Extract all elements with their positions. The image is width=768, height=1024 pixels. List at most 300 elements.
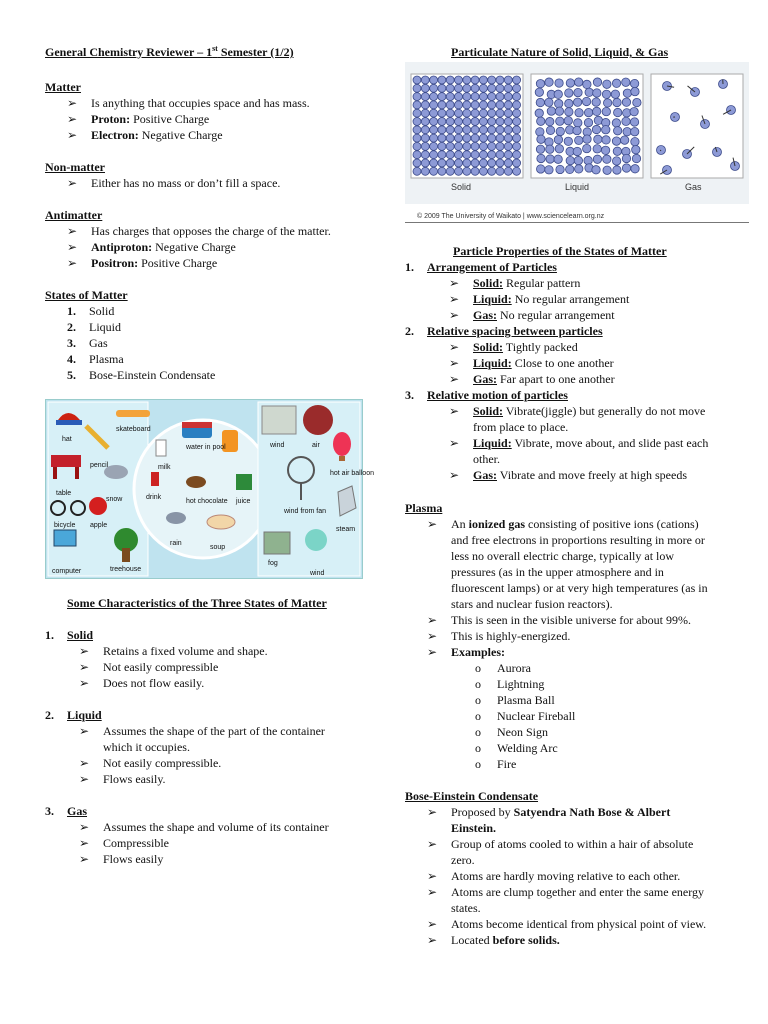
particle bbox=[430, 93, 438, 101]
particle bbox=[513, 134, 521, 142]
arrow-bullet-icon: ➢ bbox=[449, 372, 460, 386]
particle bbox=[438, 76, 446, 84]
states-of-matter-illustration bbox=[45, 399, 374, 579]
particle bbox=[620, 136, 628, 144]
list-item: ➢ Proton: Positive Charge bbox=[67, 112, 210, 126]
particle bbox=[455, 109, 463, 117]
particle bbox=[513, 118, 521, 126]
particle bbox=[556, 117, 564, 125]
particle bbox=[613, 127, 621, 135]
particle bbox=[488, 109, 496, 117]
particle bbox=[555, 145, 563, 153]
list-item: ➢ Solid: Vibrate(jiggle) but generally do not move bbox=[449, 404, 706, 418]
particle bbox=[612, 79, 620, 87]
list-item-continuation: states. bbox=[451, 901, 481, 915]
particle bbox=[455, 142, 463, 150]
particle bbox=[592, 166, 600, 174]
particle bbox=[555, 79, 563, 87]
particle bbox=[463, 118, 471, 126]
list-item: ➢ An ionized gas consisting of positive ions (cations) bbox=[427, 517, 699, 531]
particle bbox=[438, 84, 446, 92]
particle bbox=[536, 98, 544, 106]
particle bbox=[592, 98, 600, 106]
particle bbox=[504, 101, 512, 109]
clipart-label: hot chocolate bbox=[186, 498, 228, 505]
particle bbox=[513, 84, 521, 92]
list-item-continuation: less no overall electric charge, typically at low bbox=[451, 549, 675, 563]
particle bbox=[479, 159, 487, 167]
list-item: ➢ Is anything that occupies space and has mass. bbox=[67, 96, 310, 110]
particle bbox=[575, 165, 583, 173]
particle bbox=[488, 118, 496, 126]
particle bbox=[496, 101, 504, 109]
particle bbox=[479, 126, 487, 134]
particle bbox=[535, 109, 543, 117]
particle bbox=[593, 89, 601, 97]
arrow-bullet-icon: ➢ bbox=[67, 224, 78, 238]
sub-list-item: o Nuclear Fireball bbox=[475, 709, 576, 723]
particle bbox=[463, 126, 471, 134]
particle bbox=[630, 118, 638, 126]
matter-heading: Matter bbox=[45, 80, 81, 94]
clipart-label: air bbox=[312, 442, 320, 449]
arrow-bullet-icon: ➢ bbox=[427, 837, 438, 851]
particle bbox=[554, 155, 562, 163]
particle bbox=[455, 93, 463, 101]
particle bbox=[513, 76, 521, 84]
particle bbox=[488, 151, 496, 159]
particle bbox=[430, 126, 438, 134]
particle bbox=[488, 159, 496, 167]
clipart-label: fog bbox=[268, 560, 278, 567]
list-item: ➢ Atoms become identical from physical point of view. bbox=[427, 917, 707, 931]
list-item: ➢ Gas: No regular arrangement bbox=[449, 308, 615, 322]
particle bbox=[496, 93, 504, 101]
particle bbox=[496, 151, 504, 159]
particle bbox=[413, 76, 421, 84]
particle bbox=[488, 134, 496, 142]
particle bbox=[622, 154, 630, 162]
particle bbox=[413, 134, 421, 142]
list-item: ➢ Has charges that opposes the charge of the matter. bbox=[67, 224, 331, 238]
particle bbox=[575, 109, 583, 117]
arrow-bullet-icon: ➢ bbox=[449, 276, 460, 290]
circle-bullet-icon: o bbox=[475, 677, 481, 691]
arrow-bullet-icon: ➢ bbox=[79, 644, 90, 658]
section-heading: 1. Solid bbox=[45, 628, 94, 642]
arrow-bullet-icon: ➢ bbox=[449, 436, 460, 450]
particle bbox=[536, 165, 544, 173]
particle bbox=[463, 93, 471, 101]
particle bbox=[565, 89, 573, 97]
particle bbox=[593, 155, 601, 163]
particle bbox=[488, 93, 496, 101]
particle bbox=[446, 142, 454, 150]
properties-heading: Particle Properties of the States of Matter bbox=[453, 244, 667, 258]
particle bbox=[603, 80, 611, 88]
particle bbox=[555, 99, 563, 107]
list-item: ➢ Compressible bbox=[79, 836, 169, 850]
clipart-label: milk bbox=[158, 464, 171, 471]
clipart-label: soup bbox=[210, 544, 226, 551]
particle bbox=[513, 151, 521, 159]
list-item: ➢ Located before solids. bbox=[427, 933, 560, 947]
particle bbox=[455, 76, 463, 84]
arrow-bullet-icon: ➢ bbox=[449, 292, 460, 306]
arrow-bullet-icon: ➢ bbox=[427, 869, 438, 883]
particle bbox=[463, 142, 471, 150]
particle bbox=[583, 135, 591, 143]
characteristics-heading: Some Characteristics of the Three States of Matter bbox=[67, 596, 327, 610]
particle bbox=[413, 151, 421, 159]
particle bbox=[479, 118, 487, 126]
particle bbox=[631, 87, 639, 95]
particle bbox=[479, 134, 487, 142]
states-heading: States of Matter bbox=[45, 288, 128, 302]
particle bbox=[622, 98, 630, 106]
particle bbox=[446, 167, 454, 175]
arrow-bullet-icon: ➢ bbox=[79, 676, 90, 690]
particle bbox=[614, 108, 622, 116]
particle bbox=[421, 151, 429, 159]
list-item: 3. Gas bbox=[67, 336, 108, 350]
arrow-bullet-icon: ➢ bbox=[449, 404, 460, 418]
particle bbox=[413, 118, 421, 126]
list-item-continuation: fluorescent lamps) or at very high temperatures (as in bbox=[451, 581, 708, 595]
particle bbox=[583, 80, 591, 88]
clipart-label: table bbox=[56, 490, 72, 497]
particle bbox=[623, 127, 631, 135]
particle bbox=[430, 134, 438, 142]
arrow-bullet-icon: ➢ bbox=[427, 885, 438, 899]
particle bbox=[463, 134, 471, 142]
particle bbox=[496, 76, 504, 84]
particulate-title: Particulate Nature of Solid, Liquid, & Gas bbox=[451, 45, 669, 59]
particle bbox=[513, 93, 521, 101]
list-item-continuation: stars and nuclear fusion reactors). bbox=[451, 597, 613, 611]
particle bbox=[556, 127, 564, 135]
particle bbox=[463, 76, 471, 84]
particle bbox=[573, 147, 581, 155]
particle bbox=[463, 109, 471, 117]
particle bbox=[421, 101, 429, 109]
particle bbox=[602, 136, 610, 144]
particle bbox=[421, 76, 429, 84]
circle-bullet-icon: o bbox=[475, 725, 481, 739]
particle bbox=[612, 119, 620, 127]
list-item: ➢ Liquid: Close to one another bbox=[449, 356, 614, 370]
clipart-label: hat bbox=[62, 436, 72, 443]
list-item: ➢ Either has no mass or don’t fill a space. bbox=[67, 176, 281, 190]
particle bbox=[513, 109, 521, 117]
particle bbox=[446, 93, 454, 101]
arrow-bullet-icon: ➢ bbox=[67, 112, 78, 126]
particle bbox=[438, 118, 446, 126]
list-item-continuation: which it occupies. bbox=[103, 740, 190, 754]
diagram-caption-solid: Solid bbox=[451, 182, 472, 192]
particle bbox=[471, 126, 479, 134]
particle bbox=[438, 159, 446, 167]
particle bbox=[601, 146, 609, 154]
particle bbox=[566, 156, 574, 164]
clipart-label: steam bbox=[336, 526, 356, 533]
particle bbox=[623, 89, 631, 97]
clipart-label: computer bbox=[52, 568, 82, 575]
list-item: ➢ This is seen in the visible universe for about 99%. bbox=[427, 613, 691, 627]
particle bbox=[612, 157, 620, 165]
motion-arrow bbox=[660, 150, 661, 151]
particle bbox=[593, 145, 601, 153]
particle bbox=[479, 101, 487, 109]
particle bbox=[603, 99, 611, 107]
particle bbox=[463, 159, 471, 167]
particle bbox=[488, 76, 496, 84]
particle bbox=[413, 101, 421, 109]
particle bbox=[471, 142, 479, 150]
arrow-bullet-icon: ➢ bbox=[79, 724, 90, 738]
arrow-bullet-icon: ➢ bbox=[427, 805, 438, 819]
particle bbox=[421, 142, 429, 150]
list-item-continuation: and free electrons in proportions resulting in more or bbox=[451, 533, 705, 547]
clipart-label: apple bbox=[90, 522, 108, 529]
circle-bullet-icon: o bbox=[475, 693, 481, 707]
clipart-label: hot air balloon bbox=[330, 470, 374, 477]
particle bbox=[496, 126, 504, 134]
list-item: 1. Solid bbox=[67, 304, 115, 318]
particle bbox=[603, 155, 611, 163]
list-item: ➢ Retains a fixed volume and shape. bbox=[79, 644, 268, 658]
particle bbox=[421, 126, 429, 134]
particle bbox=[630, 107, 638, 115]
particle bbox=[613, 147, 621, 155]
arrow-bullet-icon: ➢ bbox=[67, 96, 78, 110]
particle bbox=[513, 126, 521, 134]
particle bbox=[602, 126, 610, 134]
particle bbox=[504, 167, 512, 175]
particle bbox=[488, 101, 496, 109]
particle bbox=[413, 167, 421, 175]
particle bbox=[573, 98, 581, 106]
arrow-bullet-icon: ➢ bbox=[79, 756, 90, 770]
particle-diagram-graphic bbox=[405, 62, 749, 222]
particle bbox=[582, 97, 590, 105]
arrow-bullet-icon: ➢ bbox=[79, 660, 90, 674]
particle bbox=[413, 109, 421, 117]
particle bbox=[421, 118, 429, 126]
list-item: ➢ Solid: Tightly packed bbox=[449, 340, 578, 354]
arrow-bullet-icon: ➢ bbox=[449, 340, 460, 354]
particle bbox=[630, 79, 638, 87]
particle bbox=[603, 166, 611, 174]
clipart-label: juice bbox=[236, 498, 251, 505]
particle bbox=[611, 90, 619, 98]
particle bbox=[421, 84, 429, 92]
particle bbox=[504, 118, 512, 126]
particle bbox=[455, 84, 463, 92]
particle bbox=[455, 101, 463, 109]
group-heading: 3. Relative motion of particles bbox=[405, 388, 568, 402]
particle bbox=[479, 142, 487, 150]
arrow-bullet-icon: ➢ bbox=[79, 772, 90, 786]
list-item: ➢ Not easily compressible bbox=[79, 660, 219, 674]
arrow-bullet-icon: ➢ bbox=[427, 613, 438, 627]
particle bbox=[471, 159, 479, 167]
circle-bullet-icon: o bbox=[475, 661, 481, 675]
particle bbox=[545, 78, 553, 86]
particle bbox=[413, 126, 421, 134]
list-item: 5. Bose-Einstein Condensate bbox=[67, 368, 216, 382]
particle bbox=[479, 109, 487, 117]
particle bbox=[630, 128, 638, 136]
particle bbox=[631, 165, 639, 173]
particle bbox=[593, 78, 601, 86]
particle bbox=[471, 84, 479, 92]
particle bbox=[504, 93, 512, 101]
particle bbox=[455, 134, 463, 142]
particle bbox=[592, 125, 600, 133]
clipart-label: skateboard bbox=[116, 426, 151, 433]
particle bbox=[554, 135, 562, 143]
particle bbox=[504, 126, 512, 134]
particle bbox=[632, 145, 640, 153]
arrow-bullet-icon: ➢ bbox=[67, 176, 78, 190]
particle bbox=[546, 155, 554, 163]
particle bbox=[513, 159, 521, 167]
sub-list-item: o Lightning bbox=[475, 677, 545, 691]
particle bbox=[612, 137, 620, 145]
particle bbox=[488, 126, 496, 134]
particle bbox=[584, 118, 592, 126]
arrow-bullet-icon: ➢ bbox=[79, 820, 90, 834]
particle bbox=[547, 107, 555, 115]
particle bbox=[446, 84, 454, 92]
particle bbox=[632, 154, 640, 162]
particle bbox=[536, 79, 544, 87]
arrow-bullet-icon: ➢ bbox=[427, 917, 438, 931]
particle bbox=[613, 98, 621, 106]
particle bbox=[504, 142, 512, 150]
list-item: ➢ Proposed by Satyendra Nath Bose & Albert bbox=[427, 805, 671, 819]
group-heading: 2. Relative spacing between particles bbox=[405, 324, 603, 338]
particle bbox=[446, 126, 454, 134]
list-item-continuation: pressures (as in the upper atmosphere and in bbox=[451, 565, 664, 579]
particle bbox=[633, 98, 641, 106]
particle bbox=[504, 159, 512, 167]
particle bbox=[488, 142, 496, 150]
particle bbox=[554, 90, 562, 98]
list-item: ➢ Flows easily bbox=[79, 852, 164, 866]
list-item-continuation: from place to place. bbox=[473, 420, 569, 434]
particle bbox=[546, 145, 554, 153]
particle bbox=[471, 151, 479, 159]
particle bbox=[438, 142, 446, 150]
list-item: ➢ Electron: Negative Charge bbox=[67, 128, 223, 142]
particle bbox=[574, 88, 582, 96]
clipart-label: rain bbox=[170, 540, 182, 547]
particle bbox=[583, 144, 591, 152]
list-item: ➢ Group of atoms cooled to within a hair of absolute bbox=[427, 837, 694, 851]
particle bbox=[463, 151, 471, 159]
particle bbox=[496, 142, 504, 150]
particle bbox=[430, 109, 438, 117]
particle bbox=[438, 134, 446, 142]
arrow-bullet-icon: ➢ bbox=[449, 356, 460, 370]
diagram-caption-gas: Gas bbox=[685, 182, 702, 192]
particle bbox=[471, 93, 479, 101]
list-item: ➢ Gas: Far apart to one another bbox=[449, 372, 615, 386]
particle bbox=[564, 137, 572, 145]
list-item: ➢ Flows easily. bbox=[79, 772, 166, 786]
particle bbox=[556, 165, 564, 173]
particle bbox=[585, 88, 593, 96]
particle bbox=[455, 118, 463, 126]
particle bbox=[446, 134, 454, 142]
list-item: ➢ Liquid: Vibrate, move about, and slide past each bbox=[449, 436, 709, 450]
list-item: ➢ This is highly-energized. bbox=[427, 629, 571, 643]
list-item: ➢ Antiproton: Negative Charge bbox=[67, 240, 236, 254]
particle bbox=[463, 101, 471, 109]
particle bbox=[504, 151, 512, 159]
particle bbox=[584, 108, 592, 116]
particle bbox=[496, 167, 504, 175]
arrow-bullet-icon: ➢ bbox=[79, 836, 90, 850]
list-item: ➢ Liquid: No regular arrangement bbox=[449, 292, 630, 306]
particle bbox=[438, 101, 446, 109]
particle bbox=[622, 117, 630, 125]
particle bbox=[479, 93, 487, 101]
clipart-label: water in pool bbox=[186, 444, 226, 451]
list-item: ➢ Positron: Positive Charge bbox=[67, 256, 218, 270]
particle bbox=[446, 101, 454, 109]
particle bbox=[421, 159, 429, 167]
list-item: ➢ Atoms are hardly moving relative to each other. bbox=[427, 869, 681, 883]
list-item: ➢ Gas: Vibrate and move freely at high speeds bbox=[449, 468, 687, 482]
particle bbox=[592, 107, 600, 115]
list-item-continuation: other. bbox=[473, 452, 500, 466]
plasma-heading: Plasma bbox=[405, 501, 443, 515]
particle bbox=[536, 145, 544, 153]
particle bbox=[613, 166, 621, 174]
diagram-copyright: © 2009 The University of Waikato | www.sciencelearn.org.nz bbox=[417, 213, 605, 220]
list-item: 4. Plasma bbox=[67, 352, 124, 366]
particle bbox=[513, 167, 521, 175]
particle bbox=[479, 151, 487, 159]
particle bbox=[504, 76, 512, 84]
particle bbox=[496, 134, 504, 142]
particle bbox=[430, 84, 438, 92]
particle bbox=[413, 142, 421, 150]
particle bbox=[496, 84, 504, 92]
circle-bullet-icon: o bbox=[475, 741, 481, 755]
particle bbox=[574, 78, 582, 86]
sub-list-item: o Welding Arc bbox=[475, 741, 558, 755]
particle bbox=[438, 167, 446, 175]
circle-bullet-icon: o bbox=[475, 757, 481, 771]
list-item: ➢ Assumes the shape of the part of the container bbox=[79, 724, 325, 738]
arrow-bullet-icon: ➢ bbox=[67, 128, 78, 142]
arrow-bullet-icon: ➢ bbox=[427, 933, 438, 947]
nonmatter-heading: Non-matter bbox=[45, 160, 105, 174]
particle bbox=[421, 167, 429, 175]
arrow-bullet-icon: ➢ bbox=[79, 852, 90, 866]
particle bbox=[471, 76, 479, 84]
particle bbox=[504, 84, 512, 92]
particle bbox=[446, 159, 454, 167]
clipart-label: bicycle bbox=[54, 522, 76, 529]
particle bbox=[602, 107, 610, 115]
particle bbox=[535, 88, 543, 96]
illustration-graphic bbox=[46, 400, 362, 578]
